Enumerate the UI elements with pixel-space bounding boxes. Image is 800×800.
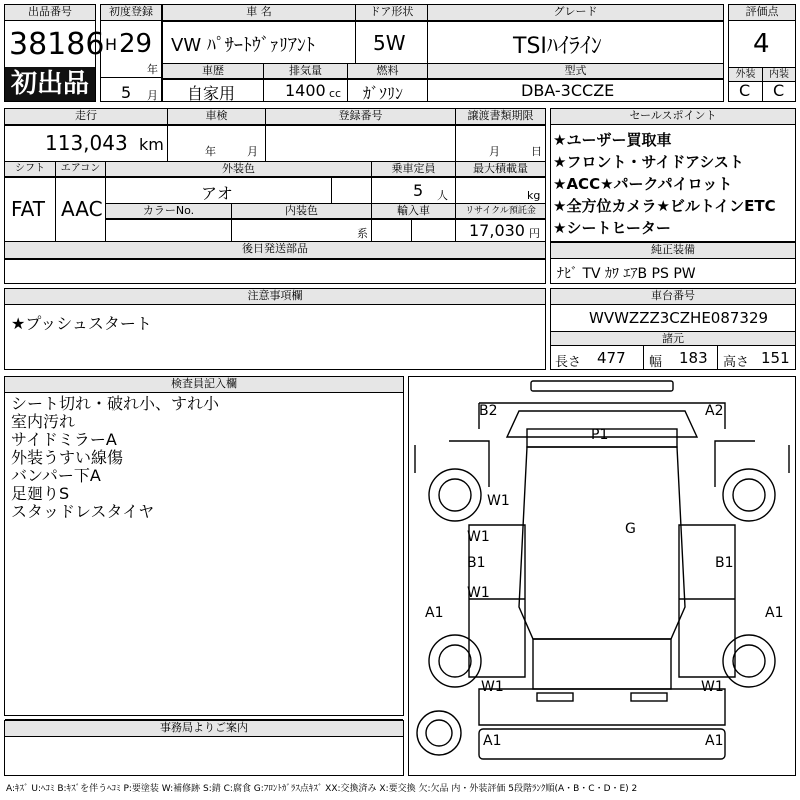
inspector-label: 検査員記入欄 <box>5 377 403 393</box>
front-bumper-outline <box>531 381 673 391</box>
model-code: DBA-3CCZE <box>521 81 615 100</box>
fuel-label: 燃料 <box>348 64 427 79</box>
inspector-line: サイドミラーA <box>11 430 117 449</box>
mark-w1-rear-right: W1 <box>701 679 724 695</box>
score-box <box>728 4 796 102</box>
chassis-label: 車台番号 <box>551 289 795 305</box>
reg-year: 29 <box>119 29 153 59</box>
lot-label: 出品番号 <box>5 5 95 21</box>
inspector-line: 外装うすい線傷 <box>11 448 124 467</box>
grade: TSIﾊｲﾗｲﾝ <box>513 34 602 59</box>
inspector-line: バンパー下A <box>11 466 101 485</box>
left-doors <box>469 525 525 677</box>
lot-number: 38186 <box>9 27 105 62</box>
import-label: 輸入車 <box>372 204 455 219</box>
roof-outline <box>519 447 685 639</box>
transfer-label: 譲渡書類期限 <box>456 109 545 125</box>
recycle-fee: 17,030 <box>469 221 525 240</box>
interior-color-label: 内装色 <box>232 204 371 219</box>
mark-b1-right: B1 <box>715 555 734 571</box>
recycle-unit: 円 <box>529 227 540 240</box>
mark-a1-rear-left: A1 <box>483 733 502 749</box>
mark-b2: B2 <box>479 403 498 419</box>
displacement-unit: cc <box>329 87 342 100</box>
displacement: 1400 <box>285 81 326 100</box>
history: 自家用 <box>187 84 236 103</box>
equipment-value: ﾅﾋﾞ TV ｶﾜ ｴｱB PS PW <box>557 266 696 282</box>
equipment-box <box>550 242 796 284</box>
load-unit: kg <box>527 189 541 202</box>
vehicle-box <box>162 4 724 102</box>
exterior-color: アオ <box>201 184 233 203</box>
interior-color-suffix: 系 <box>357 227 368 240</box>
load-label: 最大積載量 <box>456 162 545 177</box>
sales-point-item: ★ACC★パークパイロット <box>553 175 733 193</box>
wheel-front-right <box>723 469 775 521</box>
reg-month: 5 <box>121 83 132 102</box>
history-label: 車歴 <box>163 64 263 79</box>
sales-point-item: ★ユーザー買取車 <box>553 131 672 149</box>
shift-label: シフト <box>5 162 55 177</box>
dimensions-label: 諸元 <box>551 332 795 346</box>
wheel-rear-left <box>429 635 481 687</box>
height-label: 高さ <box>723 355 750 370</box>
shift: FAT <box>11 197 46 221</box>
mileage-label: 走行 <box>5 109 167 125</box>
length-label: 長さ <box>555 355 582 370</box>
sales-points-box <box>550 108 796 242</box>
capacity: 5 <box>413 181 424 200</box>
width-value: 183 <box>679 349 708 367</box>
car-diagram-box <box>408 376 796 776</box>
mark-b1-left: B1 <box>467 555 486 571</box>
chassis-box <box>550 288 796 370</box>
int-grade: C <box>773 81 785 100</box>
sales-point-item: ★シートヒーター <box>553 219 671 237</box>
inspector-line: 室内汚れ <box>11 412 76 431</box>
first-listing-badge: 初出品 <box>5 67 95 101</box>
mark-a2: A2 <box>705 403 724 419</box>
fuel: ｶﾞｿﾘﾝ <box>363 84 404 103</box>
office-box <box>4 720 404 776</box>
mark-w1-front-left: W1 <box>487 493 510 509</box>
rear-glass <box>533 639 671 689</box>
sales-points-list <box>553 129 776 239</box>
era: H <box>105 35 118 54</box>
month-unit: 月 <box>147 89 158 102</box>
sales-point-item: ★フロント・サイドアシスト <box>553 153 744 171</box>
inspector-line: スタッドレスタイヤ <box>11 502 155 521</box>
inspector-line: シート切れ・破れ小、すれ小 <box>11 394 220 413</box>
mark-w1-rear-left: W1 <box>481 679 504 695</box>
ext-label: 外装 <box>729 68 762 82</box>
mileage-unit: km <box>139 135 164 154</box>
sales-point-item: ★全方位カメラ★ビルトインETC <box>553 197 776 215</box>
spec-block <box>4 108 546 284</box>
wheel-rear-right <box>723 635 775 687</box>
plate-label: 登録番号 <box>266 109 455 125</box>
ac: AAC <box>61 197 103 221</box>
rear-bumper-outline <box>479 729 725 759</box>
capacity-unit: 人 <box>437 189 448 202</box>
hood-outline <box>479 403 725 429</box>
later-parts-label: 後日発送部品 <box>5 242 545 259</box>
mark-a1-left: A1 <box>425 605 444 621</box>
int-label: 内装 <box>763 68 795 82</box>
name-label: 車 名 <box>163 5 355 21</box>
length-value: 477 <box>597 349 626 367</box>
transfer-month-unit: 月 <box>489 145 500 158</box>
spare-wheel <box>417 711 461 755</box>
year-unit: 年 <box>147 63 158 76</box>
registration-box <box>100 4 162 102</box>
inspector-box <box>4 376 404 716</box>
notes-value: ★プッシュスタート <box>11 314 152 333</box>
reg-label: 初度登録 <box>101 5 161 21</box>
mark-g: G <box>625 521 636 537</box>
ext-grade: C <box>739 81 751 100</box>
color-label: 外装色 <box>106 162 371 177</box>
grade-label: グレード <box>428 5 723 21</box>
transfer-day-unit: 日 <box>531 145 542 158</box>
ac-label: エアコン <box>56 162 105 177</box>
mark-p1: P1 <box>591 427 609 443</box>
score: 4 <box>753 29 770 59</box>
mileage: 113,043 <box>45 131 128 155</box>
capacity-label: 乗車定員 <box>372 162 455 177</box>
score-label: 評価点 <box>729 5 795 21</box>
inspection-month-unit: 月 <box>247 145 258 158</box>
recycle-label: リサイクル預託金 <box>456 204 545 219</box>
door-type: 5W <box>373 31 406 55</box>
right-doors <box>679 525 735 677</box>
inspector-line: 足廻りS <box>11 484 70 503</box>
mark-w1-left-rear-door: W1 <box>467 585 490 601</box>
sales-label: セールスポイント <box>551 109 795 125</box>
car-damage-diagram <box>409 377 795 775</box>
width-label: 幅 <box>649 355 663 370</box>
trunk-outline <box>479 689 725 725</box>
mark-w1-left-front-door: W1 <box>467 529 490 545</box>
vehicle-name: VW ﾊﾟｻｰﾄｳﾞｧﾘｱﾝﾄ <box>171 35 315 56</box>
legend: A:ｷｽﾞ U:ﾍｺﾐ B:ｷｽﾞを伴うﾍｺﾐ P:要塗装 W:補修跡 S:錆 C:腐食 G:ﾌﾛﾝﾄｶﾞﾗｽ点ｷｽﾞ XX:交換済み X:要交換 欠:欠品 内・外装評価 5段階ﾗﾝｸ順(A・B・C・D・E) 2 <box>6 784 638 794</box>
height-value: 151 <box>761 349 790 367</box>
inspection-label: 車検 <box>168 109 265 125</box>
mark-a1-right: A1 <box>765 605 784 621</box>
equipment-label: 純正装備 <box>551 243 795 259</box>
displacement-label: 排気量 <box>264 64 347 79</box>
model-label: 型式 <box>428 64 723 79</box>
colorno-label: カラーNo. <box>106 204 231 219</box>
mark-a1-rear-right: A1 <box>705 733 724 749</box>
notes-box <box>4 288 546 370</box>
office-label: 事務局よりご案内 <box>5 721 403 737</box>
notes-label: 注意事項欄 <box>5 289 545 305</box>
door-label: ドア形状 <box>356 5 427 21</box>
chassis-number: WVWZZZ3CZHE087329 <box>589 309 769 327</box>
wheel-front-left <box>429 469 481 521</box>
inspection-year-unit: 年 <box>205 145 216 158</box>
inspector-notes <box>11 395 219 521</box>
lot-box <box>4 4 105 102</box>
